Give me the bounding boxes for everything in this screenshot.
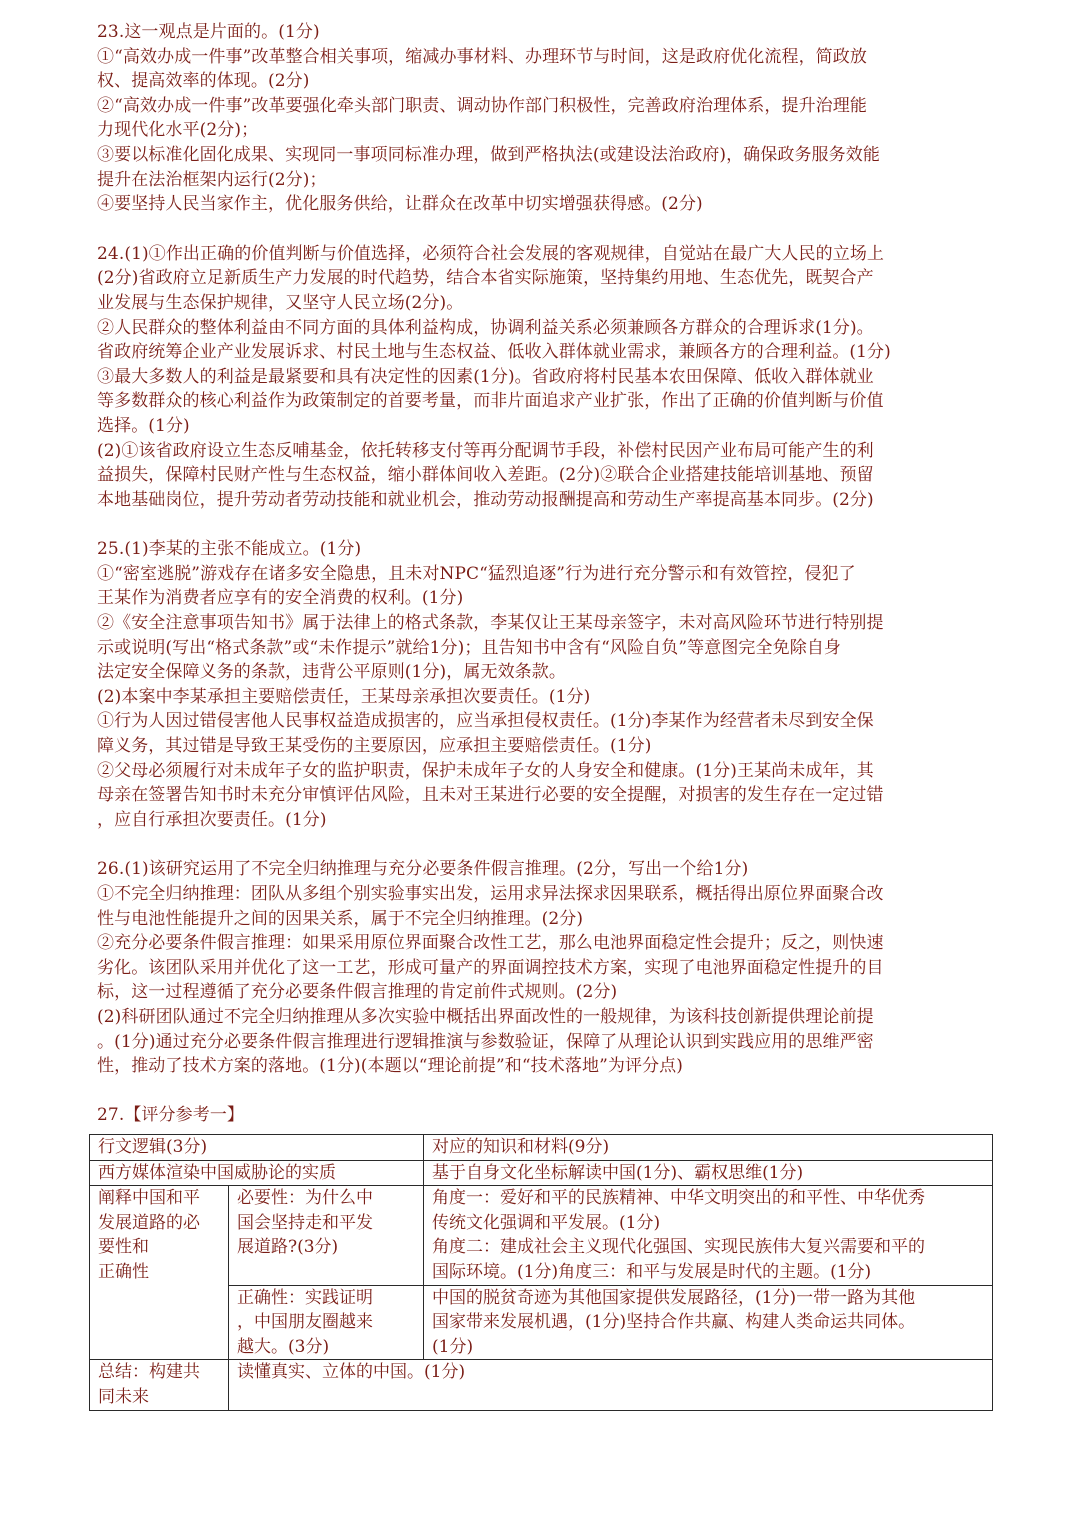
answer-line: 母亲在签署告知书时未充分审慎评估风险，且未对王某进行必要的安全提醒，对损害的发生存在一定过错 bbox=[97, 785, 884, 806]
answer-line: ②人民群众的整体利益由不同方面的具体利益构成，协调利益关系必须兼顾各方群众的合理诉求(1分)。 bbox=[97, 317, 874, 338]
answer-line: 劣化。该团队采用并优化了这一工艺，形成可量产的界面调控技术方案，实现了电池界面稳定性提升的目 bbox=[97, 957, 884, 978]
scoring-table-27 bbox=[89, 1134, 993, 1411]
cell-essence-content: 基于自身文化坐标解读中国(1分)、霸权思维(1分) bbox=[424, 1160, 993, 1186]
answer-line: 标，这一过程遵循了充分必要条件假言推理的肯定前件式规则。(2分) bbox=[97, 982, 618, 1003]
answer-line: 益损失，保障村民财产性与生态权益，缩小群体间收入差距。(2分)②联合企业搭建技能培训基地、预留 bbox=[97, 465, 874, 486]
section-gap bbox=[97, 217, 987, 242]
answer-line: 示或说明(写出“格式条款”或“未作提示”就给1分)；且告知书中含有“风险自负”等意图完全免除自身 bbox=[97, 637, 842, 658]
answer-line: 本地基础岗位，提升劳动者劳动技能和就业机会，推动劳动报酬提高和劳动生产率提高基本同步。(2分) bbox=[97, 489, 874, 510]
answer-line: ②“高效办成一件事”改革要强化牵头部门职责、调动协作部门积极性，完善政府治理体系，提升治理能 bbox=[97, 95, 867, 116]
cell-line: 总结：构建共 bbox=[98, 1362, 200, 1383]
answer-line: ①“密室逃脱”游戏存在诸多安全隐患，且未对NPC“猛烈追逐”行为进行充分警示和有效管控，侵犯了 bbox=[97, 563, 856, 584]
section-gap bbox=[97, 832, 987, 857]
cell-line: 国家带来发展机遇，(1分)坚持合作共赢、构建人类命运共同体。 bbox=[432, 1312, 916, 1333]
table-row-essence bbox=[90, 1160, 993, 1186]
cell-line: 越大。(3分) bbox=[237, 1336, 330, 1357]
answer-line: (2)①该省政府设立生态反哺基金，依托转移支付等再分配调节手段，补偿村民因产业布局可能产生的利 bbox=[97, 440, 874, 461]
cell-necessity-label bbox=[229, 1186, 424, 1285]
table-header-row bbox=[90, 1135, 993, 1161]
answer-line: 。(1分)通过充分必要条件假言推理进行逻辑推演与参数验证，保障了从理论认识到实践应用的思维严密 bbox=[97, 1031, 874, 1052]
cell-summary-content: 读懂真实、立体的中国。(1分) bbox=[229, 1360, 993, 1410]
cell-line: ，中国朋友圈越来 bbox=[237, 1312, 373, 1333]
cell-correctness-content bbox=[424, 1285, 993, 1360]
answer-line: 26.(1)该研究运用了不完全归纳推理与充分必要条件假言推理。(2分，写出一个给1分) bbox=[97, 859, 749, 880]
answer-line: 权、提高效率的体现。(2分) bbox=[97, 71, 310, 92]
answer-line: ①“高效办成一件事”改革整合相关事项，缩减办事材料、办理环节与时间，这是政府优化流程，简政放 bbox=[97, 46, 867, 67]
answer-line: 法定安全保障义务的条款，违背公平原则(1分)，属无效条款。 bbox=[97, 662, 566, 683]
answer-line: ①不完全归纳推理：团队从多组个别实验事实出发，运用求异法探求因果联系，概括得出原位界面聚合改 bbox=[97, 884, 884, 904]
answer-line: 25.(1)李某的主张不能成立。(1分) bbox=[97, 539, 362, 560]
table-row-necessity bbox=[90, 1186, 993, 1285]
answer-26 bbox=[97, 857, 987, 1078]
answer-line: ②充分必要条件假言推理：如果采用原位界面聚合改性工艺，那么电池界面稳定性会提升；反之，则快速 bbox=[97, 933, 884, 954]
answer-line: ③最大多数人的利益是最紧要和具有决定性的因素(1分)。省政府将村民基本农田保障、低收入群体就业 bbox=[97, 366, 874, 387]
cell-line: 阐释中国和平 bbox=[98, 1188, 200, 1209]
cell-line: (1分) bbox=[432, 1336, 474, 1357]
header-knowledge-material: 对应的知识和材料(9分) bbox=[424, 1135, 993, 1161]
cell-line: 国会坚持走和平发 bbox=[237, 1212, 373, 1233]
cell-line: 同未来 bbox=[98, 1386, 149, 1407]
cell-line: 展道路?(3分) bbox=[237, 1237, 339, 1258]
cell-line: 必要性：为什么中 bbox=[237, 1188, 373, 1209]
answer-line: ②《安全注意事项告知书》属于法律上的格式条款，李某仅让王某母亲签字，未对高风险环节进行特别提 bbox=[97, 613, 884, 634]
answer-line: 业发展与生态保护规律，又坚守人民立场(2分)。 bbox=[97, 292, 464, 313]
answer-line: ，应自行承担次要责任。(1分) bbox=[97, 809, 327, 830]
answer-line: 提升在法治框架内运行(2分)； bbox=[97, 169, 327, 190]
answer-line: 性与电池性能提升之间的因果关系，属于不完全归纳推理。(2分) bbox=[97, 908, 584, 929]
table-row-summary bbox=[90, 1360, 993, 1410]
cell-line: 传统文化强调和平发展。(1分) bbox=[432, 1212, 661, 1233]
answer-line: (2)本案中李某承担主要赔偿责任，王某母亲承担次要责任。(1分) bbox=[97, 686, 591, 707]
header-writing-logic: 行文逻辑(3分) bbox=[90, 1135, 424, 1161]
cell-line: 角度二：建成社会主义现代化强国、实现民族伟大复兴需要和平的 bbox=[432, 1237, 925, 1258]
answer-line: 力现代化水平(2分)； bbox=[97, 120, 259, 141]
cell-summary-label bbox=[90, 1360, 229, 1410]
answer-line: 性，推动了技术方案的落地。(1分)(本题以“理论前提”和“技术落地”为评分点) bbox=[97, 1056, 684, 1077]
answer-line: (2)科研团队通过不完全归纳推理从多次实验中概括出界面改性的一般规律，为该科技创新提供理论前提 bbox=[97, 1006, 874, 1027]
answer-24 bbox=[97, 242, 987, 513]
cell-line: 正确性 bbox=[98, 1261, 149, 1282]
answer-line: ④要坚持人民当家作主，优化服务供给，让群众在改革中切实增强获得感。(2分) bbox=[97, 194, 703, 215]
cell-necessity-content bbox=[424, 1186, 993, 1285]
answer-line: 23.这一观点是片面的。(1分) bbox=[97, 22, 320, 42]
cell-essence-label: 西方媒体渲染中国威胁论的实质 bbox=[90, 1160, 424, 1186]
cell-line: 角度一：爱好和平的民族精神、中华文明突出的和平性、中华优秀 bbox=[432, 1188, 925, 1209]
answer-line: (2分)省政府立足新质生产力发展的时代趋势，结合本省实际施策，坚持集约用地、生态优先，既契合产 bbox=[97, 268, 874, 289]
cell-line: 要性和 bbox=[98, 1237, 149, 1258]
answer-line: ③要以标准化固化成果、实现同一事项同标准办理，做到严格执法(或建设法治政府)，确保政务服务效能 bbox=[97, 144, 880, 165]
answer-line: ②父母必须履行对未成年子女的监护职责，保护未成年子女的人身安全和健康。(1分)王某尚未成年，其 bbox=[97, 760, 874, 781]
cell-explain-label bbox=[90, 1186, 229, 1360]
answer-27-heading: 27.【评分参考一】 bbox=[97, 1104, 245, 1125]
answer-line: 24.(1)①作出正确的价值判断与价值选择，必须符合社会发展的客观规律，自觉站在最广大人民的立场上 bbox=[97, 243, 885, 264]
answer-line: 等多数群众的核心利益作为政策制定的首要考量，而非片面追求产业扩张，作出了正确的价值判断与价值 bbox=[97, 391, 884, 412]
cell-line: 国际环境。(1分)角度三：和平与发展是时代的主题。(1分) bbox=[432, 1261, 872, 1282]
cell-line: 中国的脱贫奇迹为其他国家提供发展路径，(1分)一带一路为其他 bbox=[432, 1287, 916, 1308]
answer-line: 障义务，其过错是导致王某受伤的主要原因，应承担主要赔偿责任。(1分) bbox=[97, 736, 652, 757]
answer-line: ①行为人因过错侵害他人民事权益造成损害的，应当承担侵权责任。(1分)李某作为经营者未尽到安全保 bbox=[97, 711, 874, 732]
answer-25 bbox=[97, 537, 987, 832]
answer-23 bbox=[97, 20, 987, 217]
answer-line: 省政府统筹企业产业发展诉求、村民土地与生态权益、低收入群体就业需求，兼顾各方的合理利益。(1分) bbox=[97, 342, 891, 363]
section-gap bbox=[97, 512, 987, 537]
section-gap bbox=[97, 1079, 987, 1103]
answer-line: 王某作为消费者应享有的安全消费的权利。(1分) bbox=[97, 588, 464, 609]
cell-line: 发展道路的必 bbox=[98, 1212, 200, 1233]
answer-key-page bbox=[97, 20, 987, 1127]
answer-line: 选择。(1分) bbox=[97, 415, 190, 436]
cell-line: 正确性：实践证明 bbox=[237, 1287, 373, 1308]
cell-correctness-label bbox=[229, 1285, 424, 1360]
